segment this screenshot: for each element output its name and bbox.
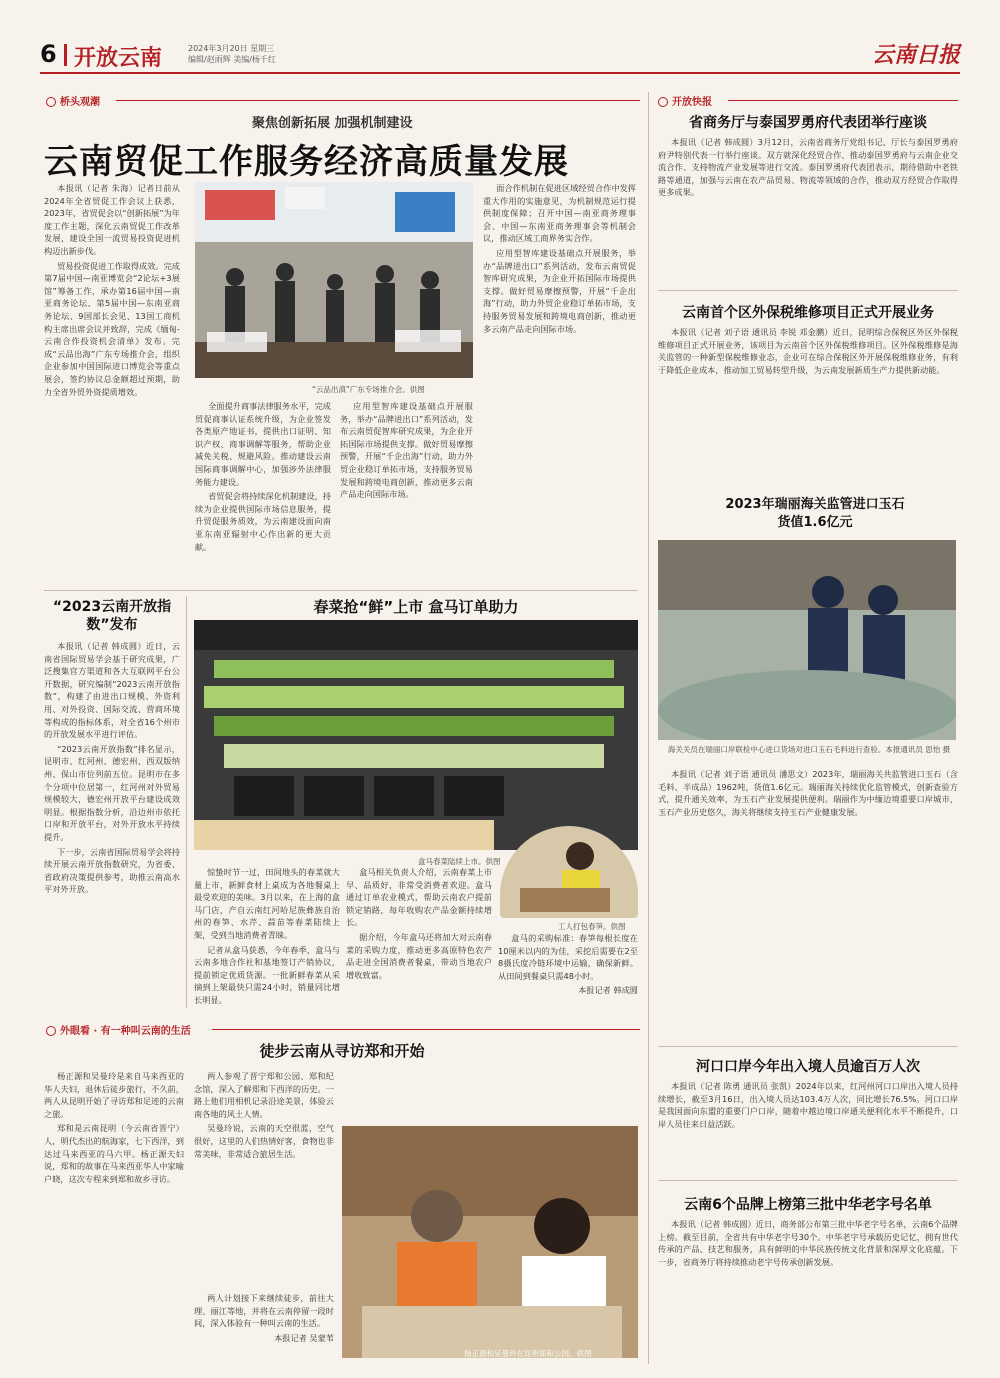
main-photo-caption: “云品出滇”广东专场推介会。供图	[312, 385, 425, 394]
divider	[658, 290, 958, 291]
newspaper-logo: 云南日报	[871, 42, 960, 68]
index-body: 本报讯（记者 韩成圆）近日，云南省国际贸易学会基于研究成果，广泛搜集官方渠道和各大互联网平台公开数据，研究编制“2023云南开放指数”，构建了由进出口规模、外资利用、对外投资、国际交流、营商环境等构成的指标体系，对全省16个州市的开放发展水平进行评估。 “2023云南开放指数”排名显示，昆明市、红河州、德宏州、西双版纳州、保山市位列前五位。昆明市在多个分项中位居第一，红河州对外贸易规模较大，德宏州开放平台建设成效明显。根据指数分析，沿边州市依托口岸和开放平台，对外开放水平持续提升。 下一步，云南省国际贸易学会将持续开展云南开放指数研究，为省委、省政府决策提供参考，助推云南高水平对外开放。	[44, 641, 180, 895]
express-1-headline: 省商务厅与泰国罗勇府代表团举行座谈	[689, 115, 927, 131]
vegetable-column-3: 盒马的采购标准：春笋每根长度在10厘米以内的为佳，采挖后需要在2至8摄氏度冷链环境中运输，确保新鲜。从田间到餐桌只需48小时。 本报记者 韩成圆	[498, 933, 638, 996]
page-header	[40, 38, 960, 74]
main-column-2: 全面提升商事法律服务水平，完成贸促商事认证系统升级，为企业签发各类原产地证书，提供出口证明、知识产权、商事调解等服务，帮助企业减免关税、规避风险。推动建设云南国际商事调解中心，加强涉外法律服务能力建设。 省贸促会将持续深化机制建设，持续为企业提供国际市场信息服务，提升贸促服务质效，为云南建设面向南亚东南亚辐射中心作出新的更大贡献。	[195, 401, 331, 552]
main-photo	[195, 182, 473, 378]
tag-life: 外眼看 · 有一种叫云南的生活	[46, 1022, 191, 1037]
person-icon	[46, 1026, 56, 1036]
worker-photo-caption: 工人打包春笋。供图	[558, 922, 626, 931]
tag-line	[212, 1029, 640, 1030]
header-divider	[64, 44, 67, 66]
section-title: 开放云南	[74, 46, 163, 71]
divider	[658, 1180, 958, 1181]
flag-icon	[658, 97, 668, 107]
editors: 编辑/赵雨辉 美编/杨千红	[188, 55, 276, 64]
life-column-3: 两人计划接下来继续徒步，前往大理、丽江等地，并将在云南停留一段时间，深入体验有一种叫云南的生活。 本报记者 吴蒙苇	[194, 1293, 334, 1343]
main-column-3: 面合作机制在促进区域经贸合作中发挥重大作用的实施意见，为机制规范运行提供制度保障；召开中国—南亚商务理事会、中国—东南亚商务理事会等机制会议，推动区域工商界务实合作。 应用型智库建设基础点开展服务，举办“品牌进出口”系列活动，发布云南贸促智库研究成果，为企业开拓国际市场提供支撑。做好贸易摩擦预警，开展“千企出海”行动，助力外贸企业稳订单拓市场，支持服务贸易发展和跨境电商创新，推动更多云南产品走向国际市场。	[483, 183, 636, 334]
express-2-body: 本报讯（记者 刘子语 通讯员 李锐 邓金鹏）近日，昆明综合保税区外区外保税维修项目正式开展业务，该项目为云南首个区外保税维修项目。区外保税维修是海关监管的一种新型保税维修业态，企业可在综合保税区外开展保税维修业务，有利于降低企业成本，推动加工贸易转型升级，为云南发展新质生产力提供新动能。	[658, 327, 958, 375]
express-5-headline: 云南6个品牌上榜第三批中华老字号名单	[684, 1197, 932, 1213]
eye-icon	[46, 97, 56, 107]
express-2-headline: 云南首个区外保税维修项目正式开展业务	[682, 305, 934, 321]
tag-qiaotou: 桥头观潮	[46, 93, 100, 108]
column-rule	[186, 596, 187, 1008]
life-column-1: 杨正源和吴曼玲是来自马来西亚的华人夫妇，退休后徒步旅行，不久前，两人从昆明开始了寻访郑和足迹的云南之旅。 郑和是云南昆明（今云南省晋宁）人，明代杰出的航海家，七下西洋，到达过马来西亚的马六甲。杨正源夫妇说，郑和的故事在马来西亚华人中家喻户晓，这次专程来到郑和故乡寻访。	[44, 1071, 184, 1184]
express-4-headline: 河口口岸今年出入境人员逾百万人次	[696, 1059, 920, 1075]
tag-express: 开放快报	[658, 93, 712, 108]
express-1-body: 本报讯（记者 韩成圆）3月12日，云南省商务厅党组书记、厅长与泰国罗勇府府尹特别代表一行举行座谈。双方就深化经贸合作、推动泰国罗勇府与云南企业交流合作、支持物流产业发展等进行交流。泰国罗勇府代表团表示，期待借助中老铁路等通道，加强与云南在农产品贸易、物流等领域的合作，推动双方经贸合作取得更多成果。	[658, 137, 958, 198]
life-photo-caption: 杨正源和吴曼玲在昆明郑和公园。供图	[464, 1349, 592, 1358]
express-5-body: 本报讯（记者 韩成圆）近日，商务部公布第三批中华老字号名单，云南6个品牌上榜。截至目前，全省共有中华老字号30个。中华老字号承载历史记忆，拥有世代传承的产品、技艺和服务，具有鲜明的中华民族传统文化背景和深厚文化底蕴。下一步，省商务厅将持续推动老字号传承创新发展。	[658, 1219, 958, 1267]
index-headline: “2023云南开放指数”发布	[52, 599, 172, 633]
main-column-2b: 应用型智库建设基础点开展服务，举办“品牌进出口”系列活动，发布云南贸促智库研究成果，为企业开拓国际市场提供支撑。做好贸易摩擦预警，开展“千企出海”行动，助力外贸企业稳订单拓市场，支持服务贸易发展和跨境电商创新，推动更多云南产品走向国际市场。	[340, 401, 473, 500]
main-headline: 云南贸促工作服务经济高质量发展	[44, 142, 569, 182]
vegetable-column-2: 盒马相关负责人介绍，云南春菜上市早、品质好，非常受消费者欢迎。盒马通过订单农业模式，帮助云南农户提前锁定销路，每年收购农产品金额持续增长。 据介绍，今年盒马还将加大对云南春菜的采购力度，推动更多高原特色农产品走进全国消费者餐桌，带动当地农户增收致富。	[346, 867, 492, 980]
column-rule	[648, 92, 649, 1364]
express-4-body: 本报讯（记者 陈勇 通讯员 张凯）2024年以来，红河州河口口岸出入境人员持续增长，截至3月16日，出入境人员达103.4万人次，同比增长76.5%。河口口岸是我国面向东盟的重要门户口岸，随着中越边境口岸通关便利化水平不断提升，口岸人员往来日益活跃。	[658, 1081, 958, 1129]
date-info	[188, 43, 276, 65]
vegetable-photo-caption: 盒马春菜陆续上市。供图	[418, 857, 501, 866]
jade-photo	[658, 540, 956, 740]
tag-line	[116, 100, 640, 101]
life-column-2: 两人参观了晋宁郑和公园、郑和纪念馆，深入了解郑和下西洋的历史。一路上他们用相机记录沿途美景，体验云南各地的风土人情。 吴曼玲说，云南的天空很蓝，空气很好，这里的人们热情好客，食物也非常美味，非常适合旅居生活。	[194, 1071, 334, 1159]
jade-photo-caption: 海关关员在瑞丽口岸联检中心进口货场对进口玉石毛料进行查验。本报通讯员 思怡 摄	[667, 745, 951, 754]
express-3-body: 本报讯（记者 刘子语 通讯员 潘思文）2023年，瑞丽海关共监管进口玉石（含毛料、半成品）1962吨，货值1.6亿元。瑞丽海关持续优化监管模式，创新查验方式，提升通关效率，为玉石产业发展提供便利。瑞丽作为中缅边境重要口岸城市，玉石产业历史悠久，海关将继续支持玉石产业健康发展。	[658, 769, 958, 817]
vegetable-photo	[194, 620, 638, 850]
main-column-1: 本报讯（记者 朱海）记者日前从2024年全省贸促工作会议上获悉，2023年，省贸促会以“创新拓展”为年度工作主题，深化云南贸促工作改革发展，建设全国一流贸易投资促进机构迈出新步伐。 贸易投资促进工作取得成效。完成第7届中国—南亚博览会“2论坛+3展馆”筹备工作，承办第16届中国—南亚商务论坛、第5届中国—东南亚商务论坛、9国部长会见、13国工商机构主席出席会议并致辞，完成《缅甸-云南合作投资机会清单》发布。完成“云品出海”广东专场推介会，组织企业参加中国国际进口博览会等重点展会，签约协议总金额超过预期，助力全省外贸外资提质增效。	[44, 183, 180, 397]
main-kicker: 聚焦创新拓展 加强机制建设	[252, 116, 413, 131]
page-number: 6	[40, 40, 57, 68]
tag-line	[728, 100, 958, 101]
life-photo	[342, 1126, 638, 1358]
life-headline: 徒步云南从寻访郑和开始	[259, 1042, 425, 1060]
vegetable-column-1: 惊蛰时节一过，田间地头的春菜就大量上市，新鲜食材上桌成为各地餐桌上最受欢迎的美味。3月以来，在上海的盒马门店，产自云南红河哈尼族彝族自治州的春笋、水芹、蒜苗等春菜陆续上架，受到当地消费者青睐。 记者从盒马获悉，今年春季，盒马与云南多地合作社和基地签订产销协议，提前锁定优质货源。一批新鲜春菜从采摘到上架最快只需24小时，销量同比增长明显。	[194, 867, 340, 1005]
divider	[658, 1046, 958, 1047]
express-3-headline: 2023年瑞丽海关监管进口玉石货值1.6亿元	[725, 497, 905, 530]
vegetable-headline: 春菜抢“鲜”上市 盒马订单助力	[313, 598, 519, 616]
issue-date: 2024年3月20日 星期三	[188, 44, 275, 53]
divider	[44, 590, 638, 591]
